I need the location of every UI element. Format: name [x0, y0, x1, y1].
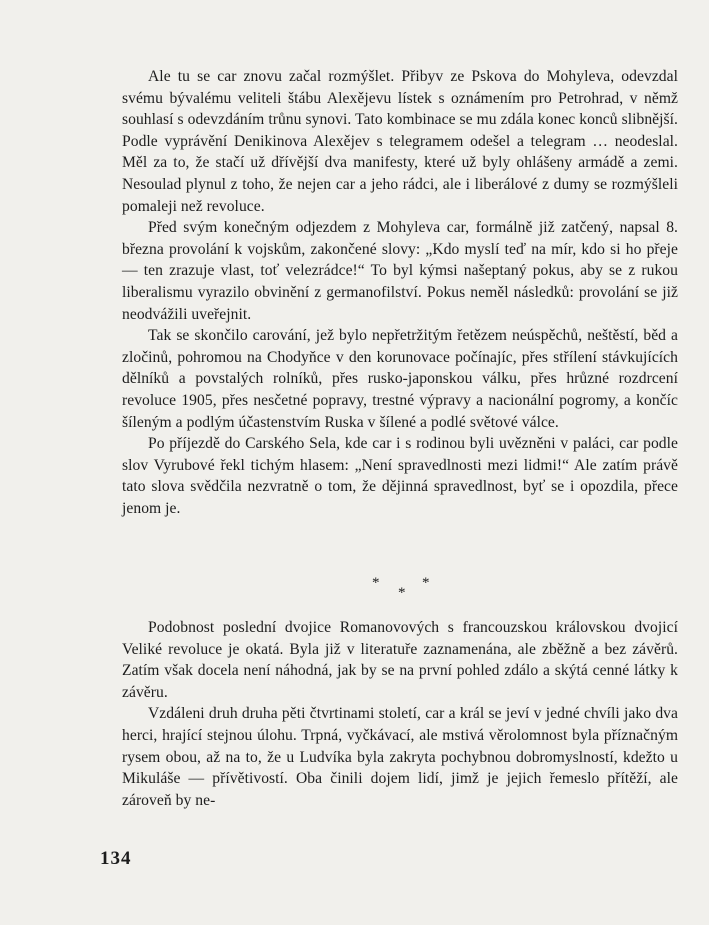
- paragraph: Podobnost poslední dvojice Romanovových s francouzskou královskou dvojicí Veliké revoluce je okatá. Byla již v literatuře zaznamenána, ale zběžně a bez závěrů. Zatím však docela není náhodná, jak by se na první pohled zdálo a skýtá cenné látky k závěru.: [122, 619, 678, 701]
- page-number: 134: [100, 848, 132, 869]
- text-block-upper: [122, 66, 678, 519]
- text-block-lower: [122, 617, 678, 811]
- paragraph: Ale tu se car znovu začal rozmýšlet. Přibyv ze Pskova do Mohyleva, odevzdal svému bývalému veliteli štábu Alexějevu lístek s oznámením pro Petrohrad, v němž souhlasí s odevzdáním trůnu synovi. Tato kombinace se mu zdála konec konců slibnější. Podle vyprávění Denikinova Alexějev s telegramem odešel a telegram … neodeslal. Měl za to, že stačí už dřívější dva manifesty, které už byly ohlášeny armádě a zemi. Nesoulad plynul z toho, že nejen car a jeho rádci, ale i liberálové z dumy se rozmýšleli pomaleji než revoluce.: [122, 68, 678, 215]
- section-separator: [362, 575, 442, 605]
- paragraph: Vzdáleni druh druha pěti čtvrtinami století, car a král se jeví v jedné chvíli jako dva herci, hrající stejnou úlohu. Trpná, vyčkávací, ale mstivá věrolomnost byla příznačným rysem obou, až na to, že u Ludvíka byla zakryta pochybnou dobromyslností, kdežto u Mikuláše — přívětivostí. Oba činili dojem lidí, jimž je jejich řemeslo přítěží, ale zároveň by ne-: [122, 705, 678, 809]
- separator-star: *: [372, 575, 380, 591]
- paragraph: Po příjezdě do Carského Sela, kde car i s rodinou byli uvězněni v paláci, car podle slov Vyrubové řekl tichým hlasem: „Není spravedlnosti mezi lidmi!“ Ale zatím právě tato slova svědčila nezvratně o tom, že dějinná spravedlnost, byť se i opozdila, přece jenom je.: [122, 435, 678, 517]
- separator-star: *: [398, 585, 406, 601]
- paragraph: Tak se skončilo carování, jež bylo nepřetržitým řetězem neúspěchů, neštěstí, běd a zločinů, pohromou na Chodyňce v den korunovace počínajíc, přes střílení stávkujících dělníků a povstalých rolníků, přes rusko-japonskou válku, přes hrůzné rozdrcení revoluce 1905, přes nesčetné popravy, trestné výpravy a nacionální pogromy, a končíc šíleným a podlým účastenstvím Ruska v šílené a podlé světové válce.: [122, 327, 678, 431]
- paragraph: Před svým konečným odjezdem z Mohyleva car, formálně již zatčený, napsal 8. března provolání k vojskům, zakončené slovy: „Kdo myslí teď na mír, kdo si ho přeje — ten zrazuje vlast, toť velezrádce!“ To byl kýmsi našeptaný pokus, aby se z rukou liberalismu vyrazilo obvinění z germanofilství. Pokus neměl následků: provolání se již neodvážili uveřejnit.: [122, 219, 678, 323]
- separator-star: *: [422, 575, 430, 591]
